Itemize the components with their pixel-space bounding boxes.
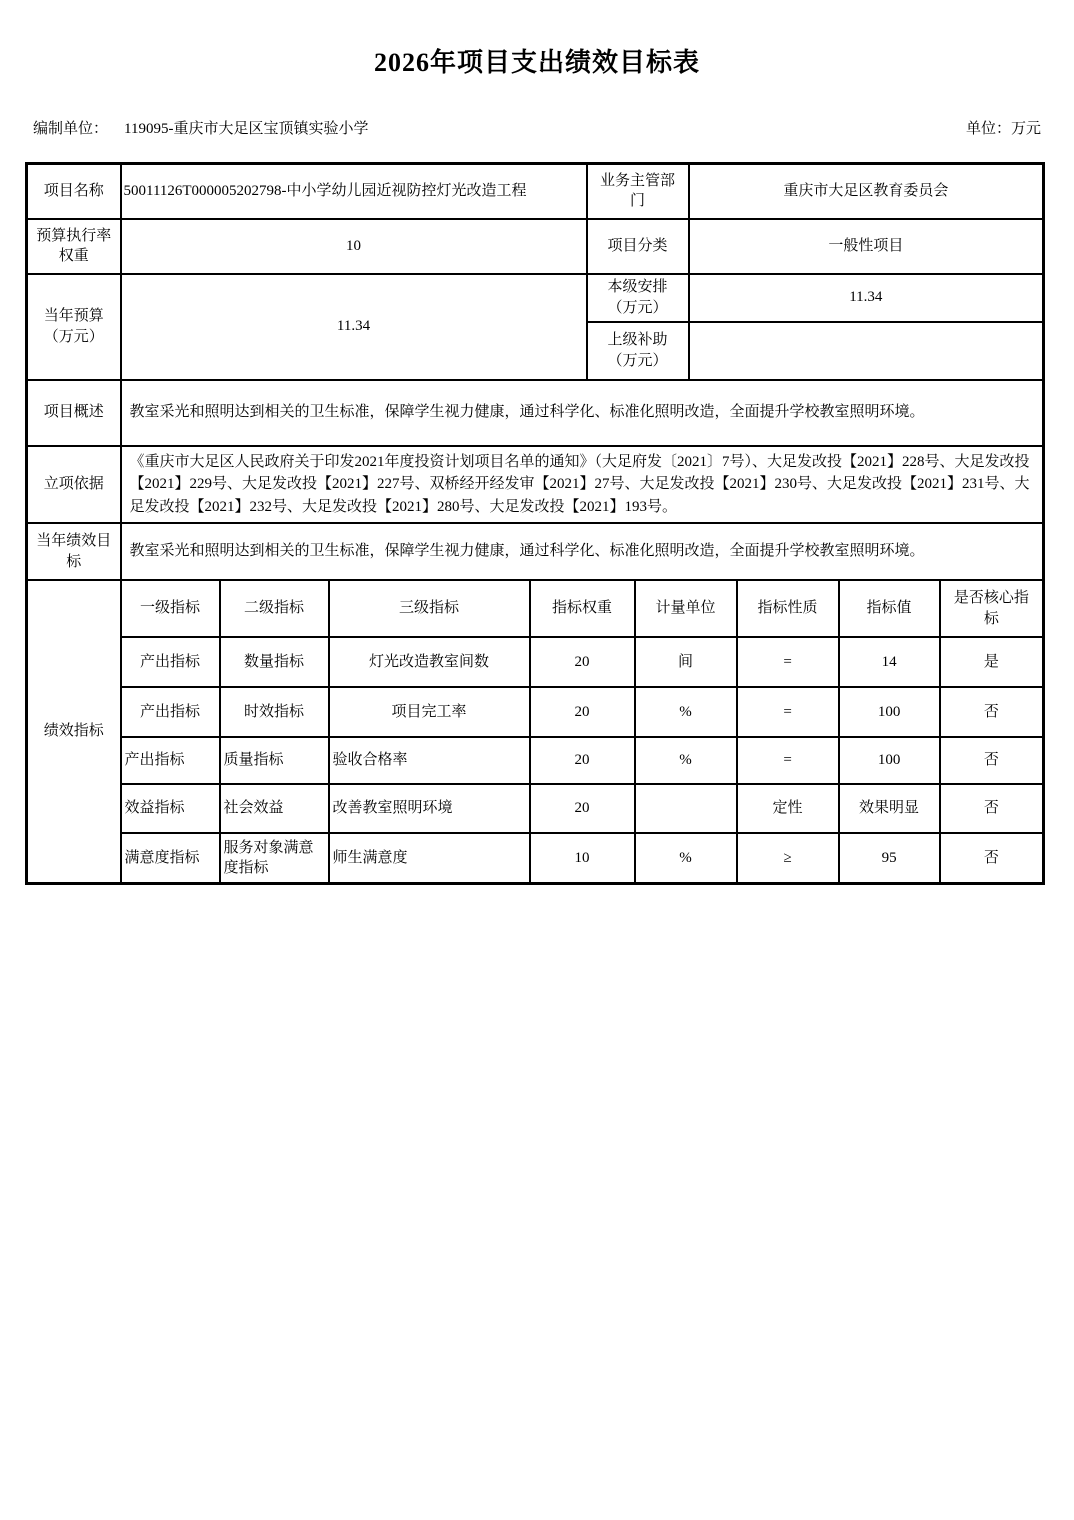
- indicator-value-cell: 100: [839, 687, 940, 737]
- indicator-value-cell: 14: [839, 637, 940, 687]
- dept-label-cell: 业务主管部门: [587, 164, 689, 219]
- indicator-row: [27, 737, 1044, 784]
- indicator-section-label-cell: 绩效指标: [27, 580, 121, 883]
- year-budget-value-cell: 11.34: [121, 274, 587, 380]
- budget-exec-label-cell: 预算执行率权重: [27, 219, 121, 274]
- indicator-nature-cell: ≥: [737, 833, 839, 883]
- indicator-unit-cell: 间: [635, 637, 737, 687]
- header-level3-cell: 三级指标: [329, 580, 530, 637]
- local-budget-value-cell: 11.34: [689, 274, 1044, 322]
- indicator-core-cell: 否: [940, 833, 1044, 883]
- indicator-level3-cell: 师生满意度: [329, 833, 530, 883]
- unit-note: 单位：万元: [965, 121, 1041, 137]
- indicator-level2-cell: 服务对象满意度指标: [220, 833, 329, 883]
- prepared-by-value: 119095-重庆市大足区宝顶镇实验小学: [124, 121, 369, 137]
- subsidy-label-cell: 上级补助（万元）: [587, 322, 689, 380]
- indicator-level3-cell: 项目完工率: [329, 687, 530, 737]
- indicator-weight-cell: 20: [530, 737, 635, 784]
- indicator-unit-cell: %: [635, 737, 737, 784]
- header-nature-cell: 指标性质: [737, 580, 839, 637]
- basis-text-cell: 《重庆市大足区人民政府关于印发2021年度投资计划项目名单的通知》（大足府发〔2021〕7号）、大足发改投【2021】228号、大足发改投【2021】229号、大足发改投【2021】227号、双桥经开经发审【2021】27号、大足发改投【2021】230号、大足发改投【2021】231号、大足发改投【2021】232号、大足发改投【2021】280号、大足发改投【2021】193号。: [121, 446, 1044, 524]
- indicator-value-cell: 95: [839, 833, 940, 883]
- indicator-core-cell: 是: [940, 637, 1044, 687]
- indicator-weight-cell: 10: [530, 833, 635, 883]
- prepared-by-label: 编制单位：: [33, 121, 109, 137]
- indicator-level2-cell: 时效指标: [220, 687, 329, 737]
- category-value-cell: 一般性项目: [689, 219, 1044, 274]
- project-name-value-cell: 50011126T000005202798-中小学幼儿园近视防控灯光改造工程: [121, 164, 587, 219]
- indicator-weight-cell: 20: [530, 687, 635, 737]
- dept-value-cell: 重庆市大足区教育委员会: [689, 164, 1044, 219]
- indicator-core-cell: 否: [940, 687, 1044, 737]
- indicator-level1-cell: 产出指标: [121, 687, 220, 737]
- indicator-core-cell: 否: [940, 737, 1044, 784]
- indicator-weight-cell: 20: [530, 637, 635, 687]
- indicator-weight-cell: 20: [530, 784, 635, 833]
- header-unit-cell: 计量单位: [635, 580, 737, 637]
- indicator-unit-cell: %: [635, 833, 737, 883]
- header-level2-cell: 二级指标: [220, 580, 329, 637]
- overview-text-cell: 教室采光和照明达到相关的卫生标准，保障学生视力健康，通过科学化、标准化照明改造，全面提升学校教室照明环境。: [121, 380, 1044, 446]
- goal-label-cell: 当年绩效目标: [27, 523, 121, 580]
- header-core-cell: 是否核心指标: [940, 580, 1044, 637]
- year-budget-label-cell: 当年预算（万元）: [27, 274, 121, 380]
- indicator-level2-cell: 数量指标: [220, 637, 329, 687]
- indicator-nature-cell: =: [737, 737, 839, 784]
- indicator-level1-cell: 效益指标: [121, 784, 220, 833]
- overview-label-cell: 项目概述: [27, 380, 121, 446]
- goal-text-cell: 教室采光和照明达到相关的卫生标准，保障学生视力健康，通过科学化、标准化照明改造，全面提升学校教室照明环境。: [121, 523, 1044, 580]
- prepared-by: [33, 117, 368, 138]
- indicator-value-cell: 效果明显: [839, 784, 940, 833]
- header-weight-cell: 指标权重: [530, 580, 635, 637]
- performance-target-table: [25, 162, 1045, 885]
- header-level1-cell: 一级指标: [121, 580, 220, 637]
- indicator-core-cell: 否: [940, 784, 1044, 833]
- project-name-label-cell: 项目名称: [27, 164, 121, 219]
- meta-row: [33, 117, 1041, 138]
- indicator-level3-cell: 改善教室照明环境: [329, 784, 530, 833]
- row-goal: [27, 523, 1044, 580]
- indicator-row: [27, 784, 1044, 833]
- subsidy-value-cell: [689, 322, 1044, 380]
- indicator-level1-cell: 产出指标: [121, 737, 220, 784]
- row-project-name: [27, 164, 1044, 219]
- indicator-row: [27, 687, 1044, 737]
- indicator-nature-cell: =: [737, 637, 839, 687]
- category-label-cell: 项目分类: [587, 219, 689, 274]
- indicator-level3-cell: 验收合格率: [329, 737, 530, 784]
- row-basis: [27, 446, 1044, 524]
- indicator-value-cell: 100: [839, 737, 940, 784]
- indicator-level1-cell: 满意度指标: [121, 833, 220, 883]
- row-overview: [27, 380, 1044, 446]
- indicator-unit-cell: [635, 784, 737, 833]
- indicator-level3-cell: 灯光改造教室间数: [329, 637, 530, 687]
- indicator-level2-cell: 社会效益: [220, 784, 329, 833]
- indicator-row: [27, 637, 1044, 687]
- row-budget-exec: [27, 219, 1044, 274]
- row-year-budget: [27, 274, 1044, 322]
- page-title: 2026年项目支出绩效目标表: [373, 48, 700, 77]
- indicator-nature-cell: 定性: [737, 784, 839, 833]
- basis-label-cell: 立项依据: [27, 446, 121, 524]
- indicator-level2-cell: 质量指标: [220, 737, 329, 784]
- local-budget-label-cell: 本级安排（万元）: [587, 274, 689, 322]
- indicator-nature-cell: =: [737, 687, 839, 737]
- indicator-unit-cell: %: [635, 687, 737, 737]
- indicator-header-row: [27, 580, 1044, 637]
- indicator-level1-cell: 产出指标: [121, 637, 220, 687]
- indicator-row: [27, 833, 1044, 883]
- budget-exec-value-cell: 10: [121, 219, 587, 274]
- header-value-cell: 指标值: [839, 580, 940, 637]
